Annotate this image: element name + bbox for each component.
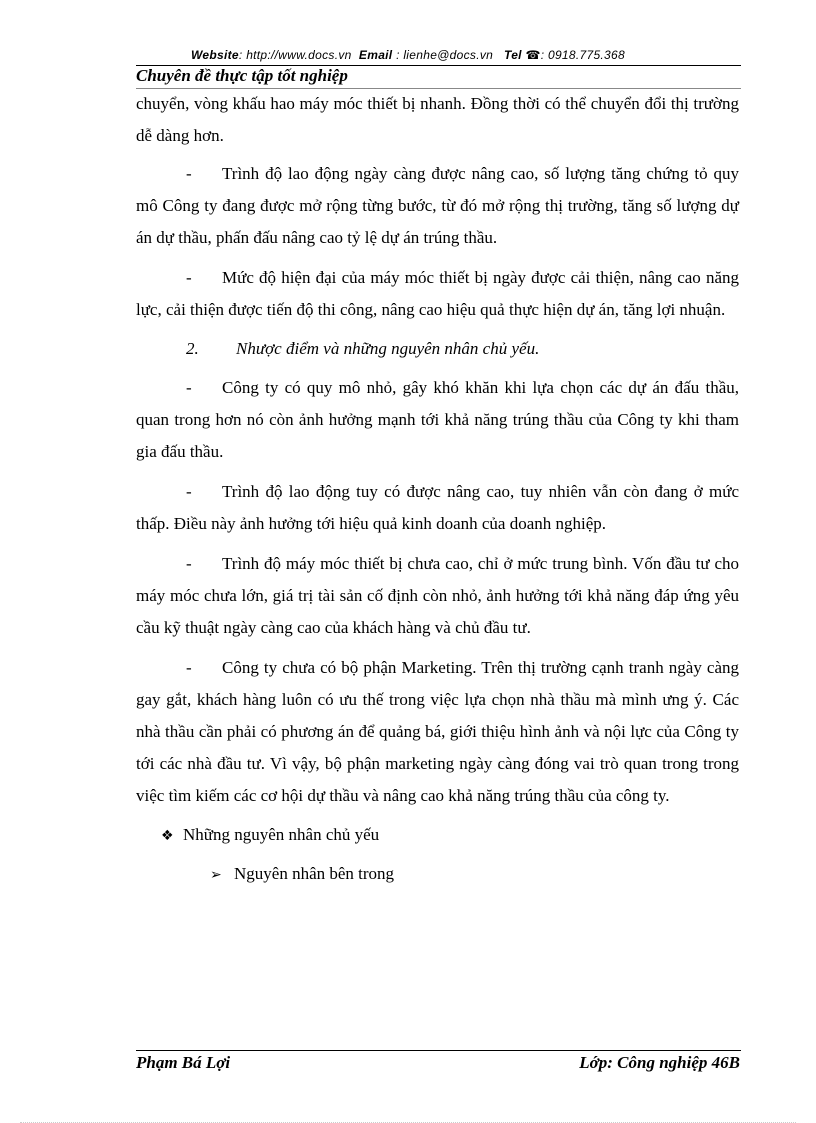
section-number: 2. xyxy=(186,339,199,358)
paragraph-text: Công ty chưa có bộ phận Marketing. Trên thị trường cạnh tranh ngày càng gay gắt, khách hàng luôn có ưu thế trong việc lựa chọn nhà thầu mà mình ưng ý. Các nhà thầu cần phải có phương án để quảng bá, giới thiệu hình ảnh và nội lực của Công ty tới các nhà đầu tư. Vì vậy, bộ phận marketing ngày càng đóng vai trò quan trong trong việc tìm kiếm các cơ hội dự thầu và nâng cao khả năng trúng thầu của công ty. xyxy=(136,658,739,805)
paragraph-strength-equipment xyxy=(136,262,739,326)
section-heading xyxy=(136,334,739,364)
paragraph-weakness-equipment xyxy=(136,548,739,644)
bullet-text: Những nguyên nhân chủ yếu xyxy=(183,825,380,844)
diamond-bullet-icon: ❖ xyxy=(161,828,174,844)
tel-value: : 0918.775.368 xyxy=(540,48,625,62)
paragraph-strength-labor xyxy=(136,158,739,254)
arrow-text: Nguyên nhân bên trong xyxy=(234,864,395,883)
document-header-title: Chuyên đề thực tập tốt nghiệp xyxy=(136,66,348,85)
paragraph-weakness-marketing xyxy=(136,652,739,812)
website-value[interactable]: : http://www.docs.vn xyxy=(238,48,352,62)
paragraph-text: Mức độ hiện đại của máy móc thiết bị ngày được cải thiện, nâng cao năng lực, cải thiện được tiến độ thi công, nâng cao hiệu quả thực hiện dự án, tăng lợi nhuận. xyxy=(136,268,739,319)
section-title: Nhược điểm và những nguyên nhân chủ yếu. xyxy=(236,339,540,358)
footer-divider xyxy=(136,1050,741,1051)
header-contact-line xyxy=(0,48,816,62)
paragraph-text: Công ty có quy mô nhỏ, gây khó khăn khi lựa chọn các dự án đấu thầu, quan trong hơn nó còn ảnh hưởng mạnh tới khả năng trúng thầu của Công ty khi tham gia đấu thầu. xyxy=(136,378,739,461)
paragraph-weakness-scale xyxy=(136,372,739,468)
tel-label: Tel xyxy=(504,48,522,62)
bullet-item xyxy=(161,820,739,851)
paragraph-text: Trình độ lao động ngày càng được nâng cao, số lượng tăng chứng tỏ quy mô Công ty đang được mở rộng từng bước, từ đó mở rộng thị trường, tăng số lượng dự án dự thầu, phấn đấu nâng cao tỷ lệ dự án trúng thầu. xyxy=(136,164,739,247)
paragraph-text: Trình độ máy móc thiết bị chưa cao, chỉ ở mức trung bình. Vốn đầu tư cho máy móc chưa lớn, giá trị tài sản cố định còn nhỏ, ảnh hưởng tới khả năng đáp ứng yêu cầu kỹ thuật ngày càng cao của khách hàng và chủ đầu tư. xyxy=(136,554,739,637)
paragraph-continuation: chuyển, vòng khấu hao máy móc thiết bị nhanh. Đồng thời có thể chuyển đổi thị trường dễ dàng hơn. xyxy=(136,94,739,145)
arrow-bullet-icon: ➢ xyxy=(210,867,222,883)
email-label: Email xyxy=(358,48,393,62)
arrow-item xyxy=(210,859,739,890)
dash-marker: - xyxy=(186,658,192,677)
dash-marker: - xyxy=(186,554,192,573)
paragraph-weakness-labor xyxy=(136,476,739,540)
footer-class: Lớp: Công nghiệp 46B xyxy=(579,1053,740,1072)
phone-icon: ☎ xyxy=(525,48,541,62)
page-content xyxy=(136,88,739,890)
dash-marker: - xyxy=(186,482,192,501)
website-label: Website xyxy=(191,48,239,62)
footer-author: Phạm Bá Lợi xyxy=(136,1053,231,1072)
dash-marker: - xyxy=(186,268,192,287)
dash-marker: - xyxy=(186,164,192,183)
paragraph-text: Trình độ lao động tuy có được nâng cao, tuy nhiên vẫn còn đang ở mức thấp. Điều này ảnh hưởng tới hiệu quả kinh doanh của doanh nghiệp. xyxy=(136,482,739,533)
dash-marker: - xyxy=(186,378,192,397)
email-value[interactable]: : lienhe@docs.vn xyxy=(392,48,494,62)
